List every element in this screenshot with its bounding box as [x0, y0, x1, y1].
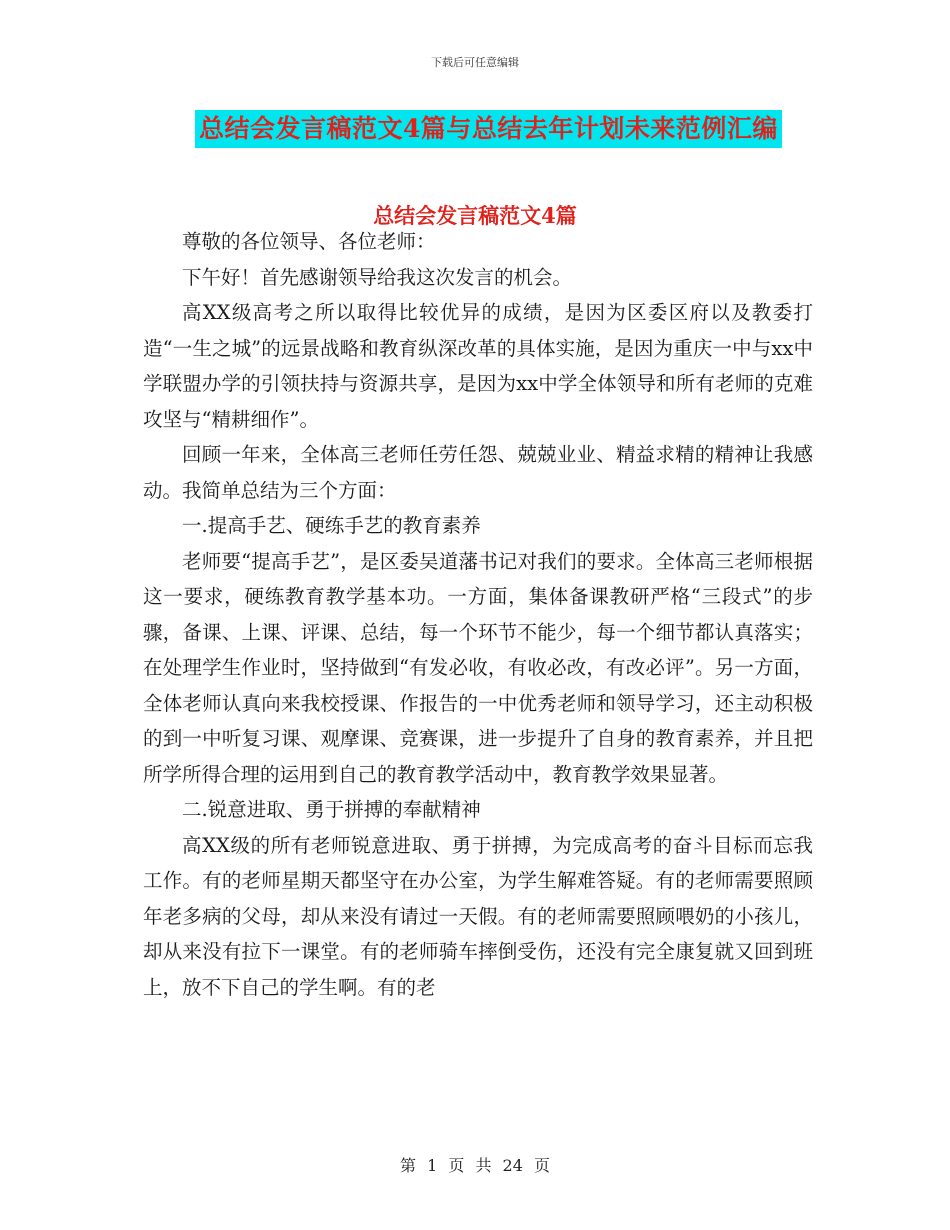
paragraph-section-1: 老师要“提高手艺”，是区委吴道藩书记对我们的要求。全体高三老师根据这一要求，硬练教育教学基本功。一方面，集体备课教研严格“三段式”的步骤，备课、上课、评课、总结，每一个环节不能少，每一个细节都认真落实；在处理学生作业时，坚持做到“有发必收，有收必改，有改必评”。另一方面，全体老师认真向来我校授课、作报告的一中优秀老师和领导学习，还主动积极的到一中听复习课、观摩课、竞赛课，进一步提升了自身的教育素养，并且把所学所得合理的运用到自己的教育教学活动中，教育教学效果显著。 — [143, 549, 813, 786]
section-heading-2: 二.锐意进取、勇于拼搏的奉献精神 — [182, 798, 481, 821]
page-header-note: 下载后可任意编辑 — [431, 56, 519, 69]
paragraph-greeting: 下午好！首先感谢领导给我这次发言的机会。 — [182, 265, 573, 289]
paragraph-review: 回顾一年来，全体高三老师任劳任怨、兢兢业业、精益求精的精神让我感动。我简单总结为三个方面： — [143, 443, 813, 502]
page-footer-number: 第 1 页 共 24 页 — [400, 1156, 550, 1175]
document-sub-title: 总结会发言稿范文4篇 — [373, 203, 577, 228]
section-heading-1: 一.提高手艺、硬练手艺的教育素养 — [182, 514, 481, 537]
paragraph-achievement: 高XX级高考之所以取得比较优异的成绩，是因为区委区府以及教委打造“一生之城”的远景战略和教育纵深改革的具体实施，是因为重庆一中与xx中学联盟办学的引领扶持与资源共享，是因为xx中学全体领导和所有老师的克难攻坚与“精耕细作”。 — [143, 301, 813, 431]
document-main-title: 总结会发言稿范文4篇与总结去年计划未来范例汇编 — [195, 110, 782, 148]
document-body — [143, 224, 813, 1005]
paragraph-section-2: 高XX级的所有老师锐意进取、勇于拼搏，为完成高考的奋斗目标而忘我工作。有的老师星期天都坚守在办公室，为学生解难答疑。有的老师需要照顾年老多病的父母，却从来没有请过一天假。有的老师需要照顾喂奶的小孩儿，却从来没有拉下一课堂。有的老师骑车摔倒受伤，还没有完全康复就又回到班上，放不下自己的学生啊。有的老 — [143, 833, 813, 999]
paragraph-salutation: 尊敬的各位领导、各位老师： — [182, 230, 436, 253]
